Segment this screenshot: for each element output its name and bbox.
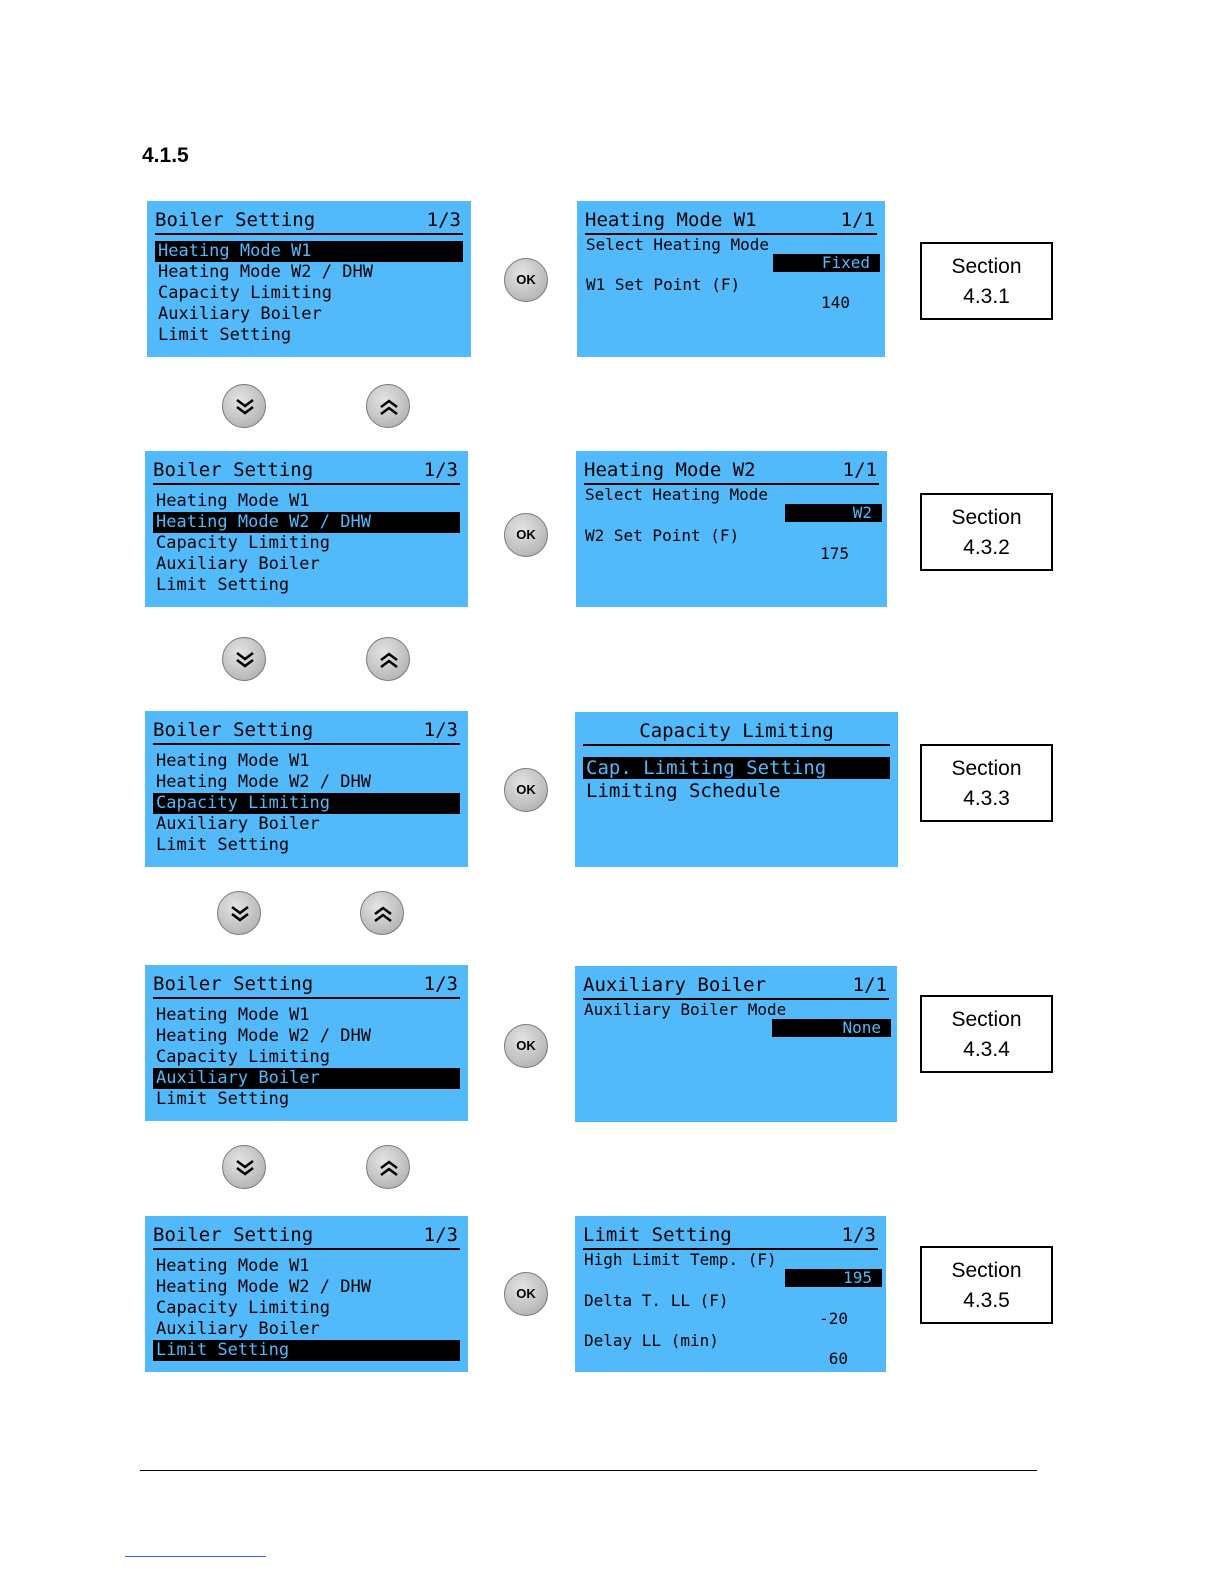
w2-set-point-value[interactable]: 175 bbox=[820, 544, 849, 563]
delay-ll-label: Delay LL (min) bbox=[584, 1331, 719, 1350]
section-reference-box bbox=[920, 1246, 1053, 1324]
page-indicator: 1/3 bbox=[423, 1224, 458, 1246]
delay-ll-value[interactable]: 60 bbox=[828, 1349, 848, 1368]
double-chevron-down-icon bbox=[223, 385, 267, 429]
menu-item-capacity-limiting[interactable]: Capacity Limiting bbox=[156, 533, 330, 553]
screen-title: Boiler Setting bbox=[153, 973, 314, 995]
menu-item-limiting-schedule[interactable]: Limiting Schedule bbox=[586, 780, 781, 802]
delta-t-ll-value[interactable]: -20 bbox=[819, 1309, 848, 1328]
scroll-up-button[interactable] bbox=[366, 1145, 410, 1189]
section-label: Section bbox=[951, 506, 1022, 529]
screen-title: Capacity Limiting bbox=[583, 718, 890, 746]
menu-item-limit-setting[interactable]: Limit Setting bbox=[158, 325, 292, 345]
screen-title: Boiler Setting bbox=[155, 209, 316, 231]
menu-item-heating-mode-w1[interactable]: Heating Mode W1 bbox=[155, 241, 463, 262]
double-chevron-down-icon bbox=[218, 892, 262, 936]
footer-rule bbox=[140, 1470, 1037, 1471]
menu-item-heating-mode-w2-dhw[interactable]: Heating Mode W2 / DHW bbox=[156, 1277, 371, 1297]
screen-title: Heating Mode W2 bbox=[584, 459, 756, 481]
menu-item-auxiliary-boiler[interactable]: Auxiliary Boiler bbox=[156, 1319, 320, 1339]
select-heating-mode-label: Select Heating Mode bbox=[586, 235, 770, 254]
boiler-setting-screen-4 bbox=[145, 965, 468, 1121]
boiler-setting-screen-2 bbox=[145, 451, 468, 607]
menu-item-auxiliary-boiler[interactable]: Auxiliary Boiler bbox=[153, 1068, 460, 1089]
menu-item-heating-mode-w2-dhw[interactable]: Heating Mode W2 / DHW bbox=[156, 1026, 371, 1046]
menu-item-capacity-limiting[interactable]: Capacity Limiting bbox=[153, 793, 460, 814]
page-indicator: 1/3 bbox=[426, 209, 461, 231]
high-limit-temp-label: High Limit Temp. (F) bbox=[584, 1250, 777, 1269]
ok-button[interactable]: OK bbox=[504, 1024, 548, 1068]
section-label: Section bbox=[951, 1008, 1022, 1031]
heating-mode-value[interactable]: W2 bbox=[785, 504, 882, 522]
page-indicator: 1/3 bbox=[423, 459, 458, 481]
heating-mode-w1-screen bbox=[577, 201, 885, 357]
screen-title: Limit Setting bbox=[583, 1224, 732, 1246]
menu-item-heating-mode-w2-dhw[interactable]: Heating Mode W2 / DHW bbox=[158, 262, 373, 282]
scroll-up-button[interactable] bbox=[366, 384, 410, 428]
ok-button[interactable]: OK bbox=[504, 1272, 548, 1316]
page-indicator: 1/1 bbox=[842, 459, 877, 481]
auxiliary-boiler-mode-value[interactable]: None bbox=[772, 1019, 891, 1037]
scroll-down-button[interactable] bbox=[222, 637, 266, 681]
double-chevron-down-icon bbox=[223, 638, 267, 682]
section-heading: 4.1.5 bbox=[142, 144, 189, 167]
section-label: Section bbox=[951, 757, 1022, 780]
limit-setting-screen bbox=[575, 1216, 886, 1372]
delta-t-ll-label: Delta T. LL (F) bbox=[584, 1291, 729, 1310]
auxiliary-boiler-screen bbox=[575, 966, 897, 1122]
section-number: 4.3.5 bbox=[963, 1289, 1010, 1312]
capacity-limiting-screen bbox=[575, 712, 898, 867]
page-indicator: 1/3 bbox=[423, 719, 458, 741]
menu-item-auxiliary-boiler[interactable]: Auxiliary Boiler bbox=[156, 814, 320, 834]
double-chevron-down-icon bbox=[223, 1146, 267, 1190]
menu-item-auxiliary-boiler[interactable]: Auxiliary Boiler bbox=[156, 554, 320, 574]
scroll-up-button[interactable] bbox=[360, 891, 404, 935]
section-label: Section bbox=[951, 255, 1022, 278]
screen-title: Boiler Setting bbox=[153, 1224, 314, 1246]
page-indicator: 1/1 bbox=[840, 209, 875, 231]
menu-item-heating-mode-w1[interactable]: Heating Mode W1 bbox=[156, 491, 310, 511]
section-label: Section bbox=[951, 1259, 1022, 1282]
ok-button[interactable]: OK bbox=[504, 768, 548, 812]
footer-link-underline[interactable] bbox=[125, 1556, 266, 1557]
section-number: 4.3.4 bbox=[963, 1038, 1010, 1061]
w1-set-point-label: W1 Set Point (F) bbox=[586, 275, 741, 294]
boiler-setting-screen-5 bbox=[145, 1216, 468, 1372]
section-reference-box bbox=[920, 744, 1053, 822]
menu-item-heating-mode-w1[interactable]: Heating Mode W1 bbox=[156, 751, 310, 771]
high-limit-temp-value[interactable]: 195 bbox=[785, 1269, 882, 1287]
scroll-up-button[interactable] bbox=[366, 637, 410, 681]
menu-item-limit-setting[interactable]: Limit Setting bbox=[156, 1089, 290, 1109]
section-number: 4.3.2 bbox=[963, 536, 1010, 559]
select-heating-mode-label: Select Heating Mode bbox=[585, 485, 769, 504]
menu-item-heating-mode-w2-dhw[interactable]: Heating Mode W2 / DHW bbox=[156, 772, 371, 792]
menu-item-cap-limiting-setting[interactable]: Cap. Limiting Setting bbox=[583, 757, 890, 779]
section-number: 4.3.1 bbox=[963, 285, 1010, 308]
screen-title: Boiler Setting bbox=[153, 459, 314, 481]
section-reference-box bbox=[920, 242, 1053, 320]
ok-button[interactable]: OK bbox=[504, 513, 548, 557]
menu-item-auxiliary-boiler[interactable]: Auxiliary Boiler bbox=[158, 304, 322, 324]
menu-item-capacity-limiting[interactable]: Capacity Limiting bbox=[156, 1047, 330, 1067]
menu-item-limit-setting[interactable]: Limit Setting bbox=[156, 575, 290, 595]
menu-item-capacity-limiting[interactable]: Capacity Limiting bbox=[158, 283, 332, 303]
screen-title: Heating Mode W1 bbox=[585, 209, 757, 231]
w1-set-point-value[interactable]: 140 bbox=[821, 293, 850, 312]
section-number: 4.3.3 bbox=[963, 787, 1010, 810]
double-chevron-up-icon bbox=[361, 892, 405, 936]
page-indicator: 1/3 bbox=[841, 1224, 876, 1246]
scroll-down-button[interactable] bbox=[222, 1145, 266, 1189]
screen-title: Boiler Setting bbox=[153, 719, 314, 741]
page-indicator: 1/3 bbox=[423, 973, 458, 995]
menu-item-limit-setting[interactable]: Limit Setting bbox=[156, 835, 290, 855]
boiler-setting-screen-1 bbox=[147, 201, 471, 357]
menu-item-heating-mode-w1[interactable]: Heating Mode W1 bbox=[156, 1005, 310, 1025]
scroll-down-button[interactable] bbox=[222, 384, 266, 428]
section-reference-box bbox=[920, 493, 1053, 571]
section-reference-box bbox=[920, 995, 1053, 1073]
screen-title: Auxiliary Boiler bbox=[583, 974, 767, 996]
menu-item-heating-mode-w2-dhw[interactable]: Heating Mode W2 / DHW bbox=[153, 512, 460, 533]
double-chevron-up-icon bbox=[367, 638, 411, 682]
scroll-down-button[interactable] bbox=[217, 891, 261, 935]
menu-item-heating-mode-w1[interactable]: Heating Mode W1 bbox=[156, 1256, 310, 1276]
heating-mode-value[interactable]: Fixed bbox=[773, 254, 880, 272]
boiler-setting-screen-3 bbox=[145, 711, 468, 867]
menu-item-limit-setting[interactable]: Limit Setting bbox=[153, 1340, 460, 1361]
menu-item-capacity-limiting[interactable]: Capacity Limiting bbox=[156, 1298, 330, 1318]
heating-mode-w2-screen bbox=[576, 451, 887, 607]
double-chevron-up-icon bbox=[367, 385, 411, 429]
double-chevron-up-icon bbox=[367, 1146, 411, 1190]
w2-set-point-label: W2 Set Point (F) bbox=[585, 526, 740, 545]
page-indicator: 1/1 bbox=[852, 974, 887, 996]
ok-button[interactable]: OK bbox=[504, 258, 548, 302]
auxiliary-boiler-mode-label: Auxiliary Boiler Mode bbox=[584, 1000, 787, 1019]
